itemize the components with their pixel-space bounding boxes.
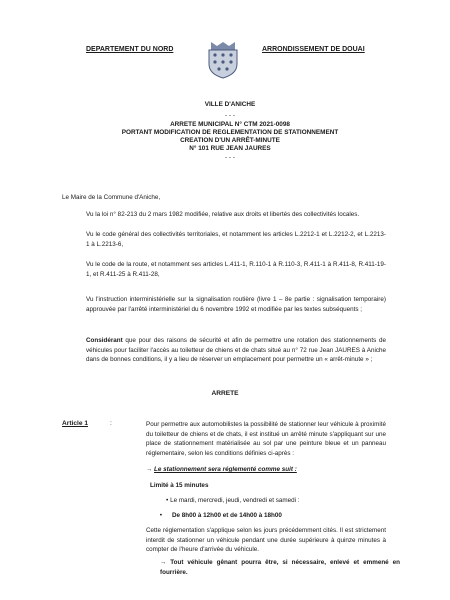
vu-paragraph-4: Vu l'instruction interministérielle sur la signalisation routière (livre 1 – 8e partie : signalisation temporaire) approuvée par l'arrêté interministériel du 6 novembre 1992 et modifiée par les textes subséquents ; xyxy=(86,296,386,313)
separator: - - - xyxy=(225,112,235,119)
bullet-icon: • xyxy=(159,512,162,519)
department-heading: DEPARTEMENT DU NORD xyxy=(86,46,174,53)
city-crest-icon xyxy=(203,40,243,80)
separator-2: - - - xyxy=(225,154,235,161)
hours-line xyxy=(146,511,386,521)
hours-text: De 8h00 à 12h00 et de 14h00 à 18h00 xyxy=(172,512,282,519)
mayor-intro: Le Maire de la Commune d'Aniche, xyxy=(62,194,161,201)
regulation-subheading-text: Le stationnement sera réglementé comme suit : xyxy=(154,466,297,473)
regulation-subheading xyxy=(146,465,386,475)
vu-paragraph-1: Vu la loi n° 82-213 du 2 mars 1982 modifiée, relative aux droits et libertés des collectivités locales. xyxy=(86,211,360,218)
arrow-icon: → xyxy=(160,559,167,566)
article-1-colon: : xyxy=(110,420,112,427)
arrete-number: ARRETE MUNICIPAL N° CTM 2021-0098 xyxy=(170,121,290,128)
arrete-creation: CREATION D'UN ARRÊT-MINUTE xyxy=(180,137,280,144)
days-text: Le mardi, mercredi, jeudi, vendredi et samedi : xyxy=(170,497,300,504)
arrondissement-heading: ARRONDISSEMENT DE DOUAI xyxy=(262,46,365,53)
considerant-label: Considérant xyxy=(86,337,123,344)
arrete-heading: ARRETE xyxy=(211,390,239,397)
final-notice xyxy=(160,558,400,577)
time-limit: Limité à 15 minutes xyxy=(150,482,209,489)
arrete-subject: PORTANT MODIFICATION DE REGLEMENTATION DE STATIONNEMENT xyxy=(121,129,339,136)
final-notice-text: Tout véhicule gênant pourra être, si nécessaire, enlevé et emmené en fourrière. xyxy=(160,559,400,576)
arrow-icon: → xyxy=(146,466,153,473)
days-line xyxy=(166,496,366,506)
city-name: VILLE D'ANICHE xyxy=(204,101,256,108)
considerant-text: que pour des raisons de sécurité et afin de permettre une rotation des stationnements de véhicules pour faciliter l'accès au toiletteur de chiens et de chats situé au n° 72 rue Jean JAURES à Aniche dans de bonnes conditions, il y a lieu de réserver un emplacement pour permettre un « arrêt-minute » ; xyxy=(86,337,386,363)
vu-paragraph-2: Vu le code général des collectivités territoriales, et notamment les articles L.2212-1 et L.2212-2, et L.2213-1 à L.2213-6, xyxy=(86,231,386,248)
considerant-paragraph xyxy=(86,336,386,365)
bullet-icon: • xyxy=(166,497,169,504)
article-1-label: Article 1 xyxy=(62,420,89,427)
article-1-text: Pour permettre aux automobilistes la possibilité de stationner leur véhicule à proximité du toiletteur de chiens et de chats, il est institué un arrêté minute s'appliquant sur une place de stationnement matérialisée au sol par une peinture bleue et un panneau réglementaire, selon les conditions définies ci-après : xyxy=(146,421,386,457)
arrete-address: N° 101 RUE JEAN JAURES xyxy=(189,145,271,152)
regulation-paragraph: Cette réglementation s'applique selon les jours précédemment cités. Il est strictement interdit de stationner un véhicule pendant une durée supérieure à quinze minutes à compter de l'heure d'arrivée du véhicule. xyxy=(146,527,386,553)
vu-paragraph-3: Vu le code de la route, et notamment ses articles L.411-1, R.110-1 à R.110-3, R.411-1 à R.411-8, R.411-19-1, et R.411-25 à R.411-28, xyxy=(86,261,386,278)
